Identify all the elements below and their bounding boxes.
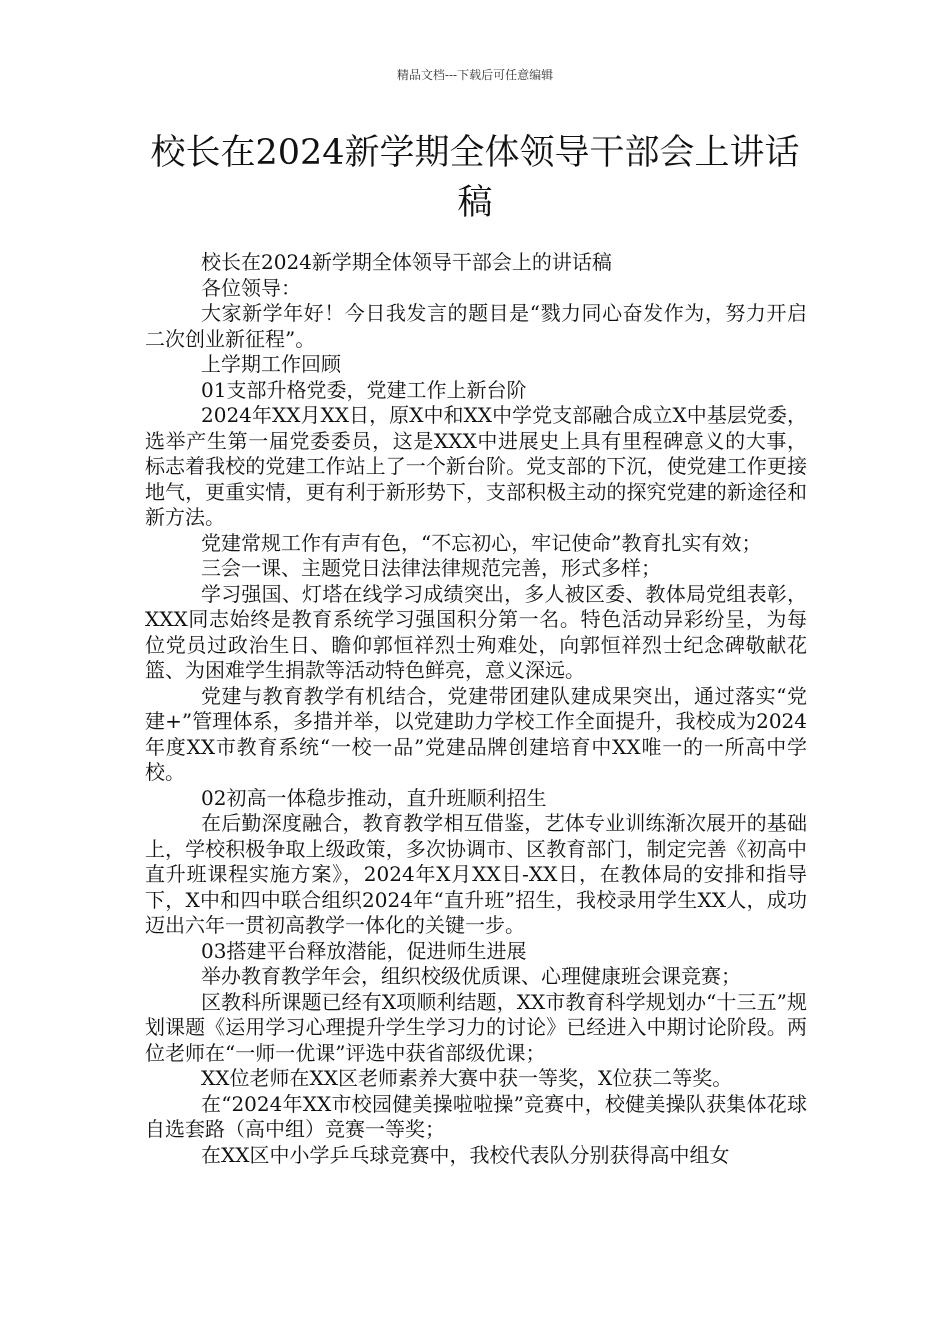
paragraph: 在后勤深度融合，教育教学相互借鉴，艺体专业训练渐次展开的基础上，学校积极争取上级政策，多次协调市、区教育部门，制定完善《初高中直升班课程实施方案》，2024年X月XX日-XX日，在教体局的安排和指导下，X中和四中联合组织2024年“直升班”招生，我校录用学生XX人，成功迈出六年一贯初高教学一体化的关键一步。	[145, 811, 807, 937]
paragraph: XX位老师在XX区老师素养大赛中获一等奖，X位获二等奖。	[201, 1066, 733, 1090]
paragraph: 2024年XX月XX日，原X中和XX中学党支部融合成立X中基层党委，选举产生第一届党委委员，这是XXX中进展史上具有里程碑意义的大事，标志着我校的党建工作站上了一个新台阶。党支部的下沉，使党建工作更接地气，更重实情，更有利于新形势下，支部积极主动的探究党建的新途径和新方法。	[145, 403, 807, 529]
paragraph: 在XX区中小学乒乓球竞赛中，我校代表队分别获得高中组女	[201, 1142, 730, 1167]
paragraph: 学习强国、灯塔在线学习成绩突出，多人被区委、教体局党组表彰，XXX同志始终是教育系统学习强国积分第一名。特色活动异彩纷呈，为每位党员过政治生日、瞻仰郭恒祥烈士殉难处，向郭恒祥烈士纪念碑敬献花篮、为困难学生捐款等活动特色鲜亮，意义深远。	[145, 581, 807, 682]
paragraph: 在“2024年XX市校园健美操啦啦操”竞赛中，校健美操队获集体花球自选套路（高中组）竞赛一等奖；	[145, 1091, 807, 1141]
paragraph: 三会一课、主题党日法律法律规范完善，形式多样；	[201, 556, 661, 580]
paragraph: 党建常规工作有声有色，“不忘初心，牢记使命”教育扎实有效；	[201, 530, 762, 555]
paragraph-salutation: 各位领导：	[201, 275, 301, 300]
section-heading: 02初高一体稳步推动，直升班顺利招生	[201, 785, 547, 810]
paragraph-subtitle: 校长在2024新学期全体领导干部会上的讲话稿	[201, 250, 612, 274]
document-body	[145, 250, 807, 1168]
page-header-note: 精品文档---下载后可任意编辑	[396, 68, 554, 82]
paragraph: 举办教育教学年会，组织校级优质课、心理健康班会课竞赛；	[201, 964, 741, 988]
section-heading: 上学期工作回顾	[201, 352, 341, 376]
paragraph: 党建与教育教学有机结合，党建带团建队建成果突出，通过落实“党建+”管理体系，多措并举，以党建助力学校工作全面提升，我校成为2024年度XX市教育系统“一校一品”党建品牌创建培育中XX唯一的一所高中学校。	[145, 683, 807, 784]
paragraph: 大家新学年好！今日我发言的题目是“戮力同心奋发作为，努力开启二次创业新征程”。	[145, 301, 807, 351]
section-heading: 01支部升格党委，党建工作上新台阶	[201, 377, 527, 402]
paragraph: 区教科所课题已经有X项顺利结题，XX市教育科学规划办“十三五”规划课题《运用学习心理提升学生学习力的讨论》已经进入中期讨论阶段。两位老师在“一师一优课”评选中获省部级优课；	[145, 989, 807, 1065]
document-title: 校长在2024新学期全体领导干部会上讲话稿	[150, 133, 800, 223]
section-heading: 03搭建平台释放潜能，促进师生进展	[201, 938, 527, 963]
